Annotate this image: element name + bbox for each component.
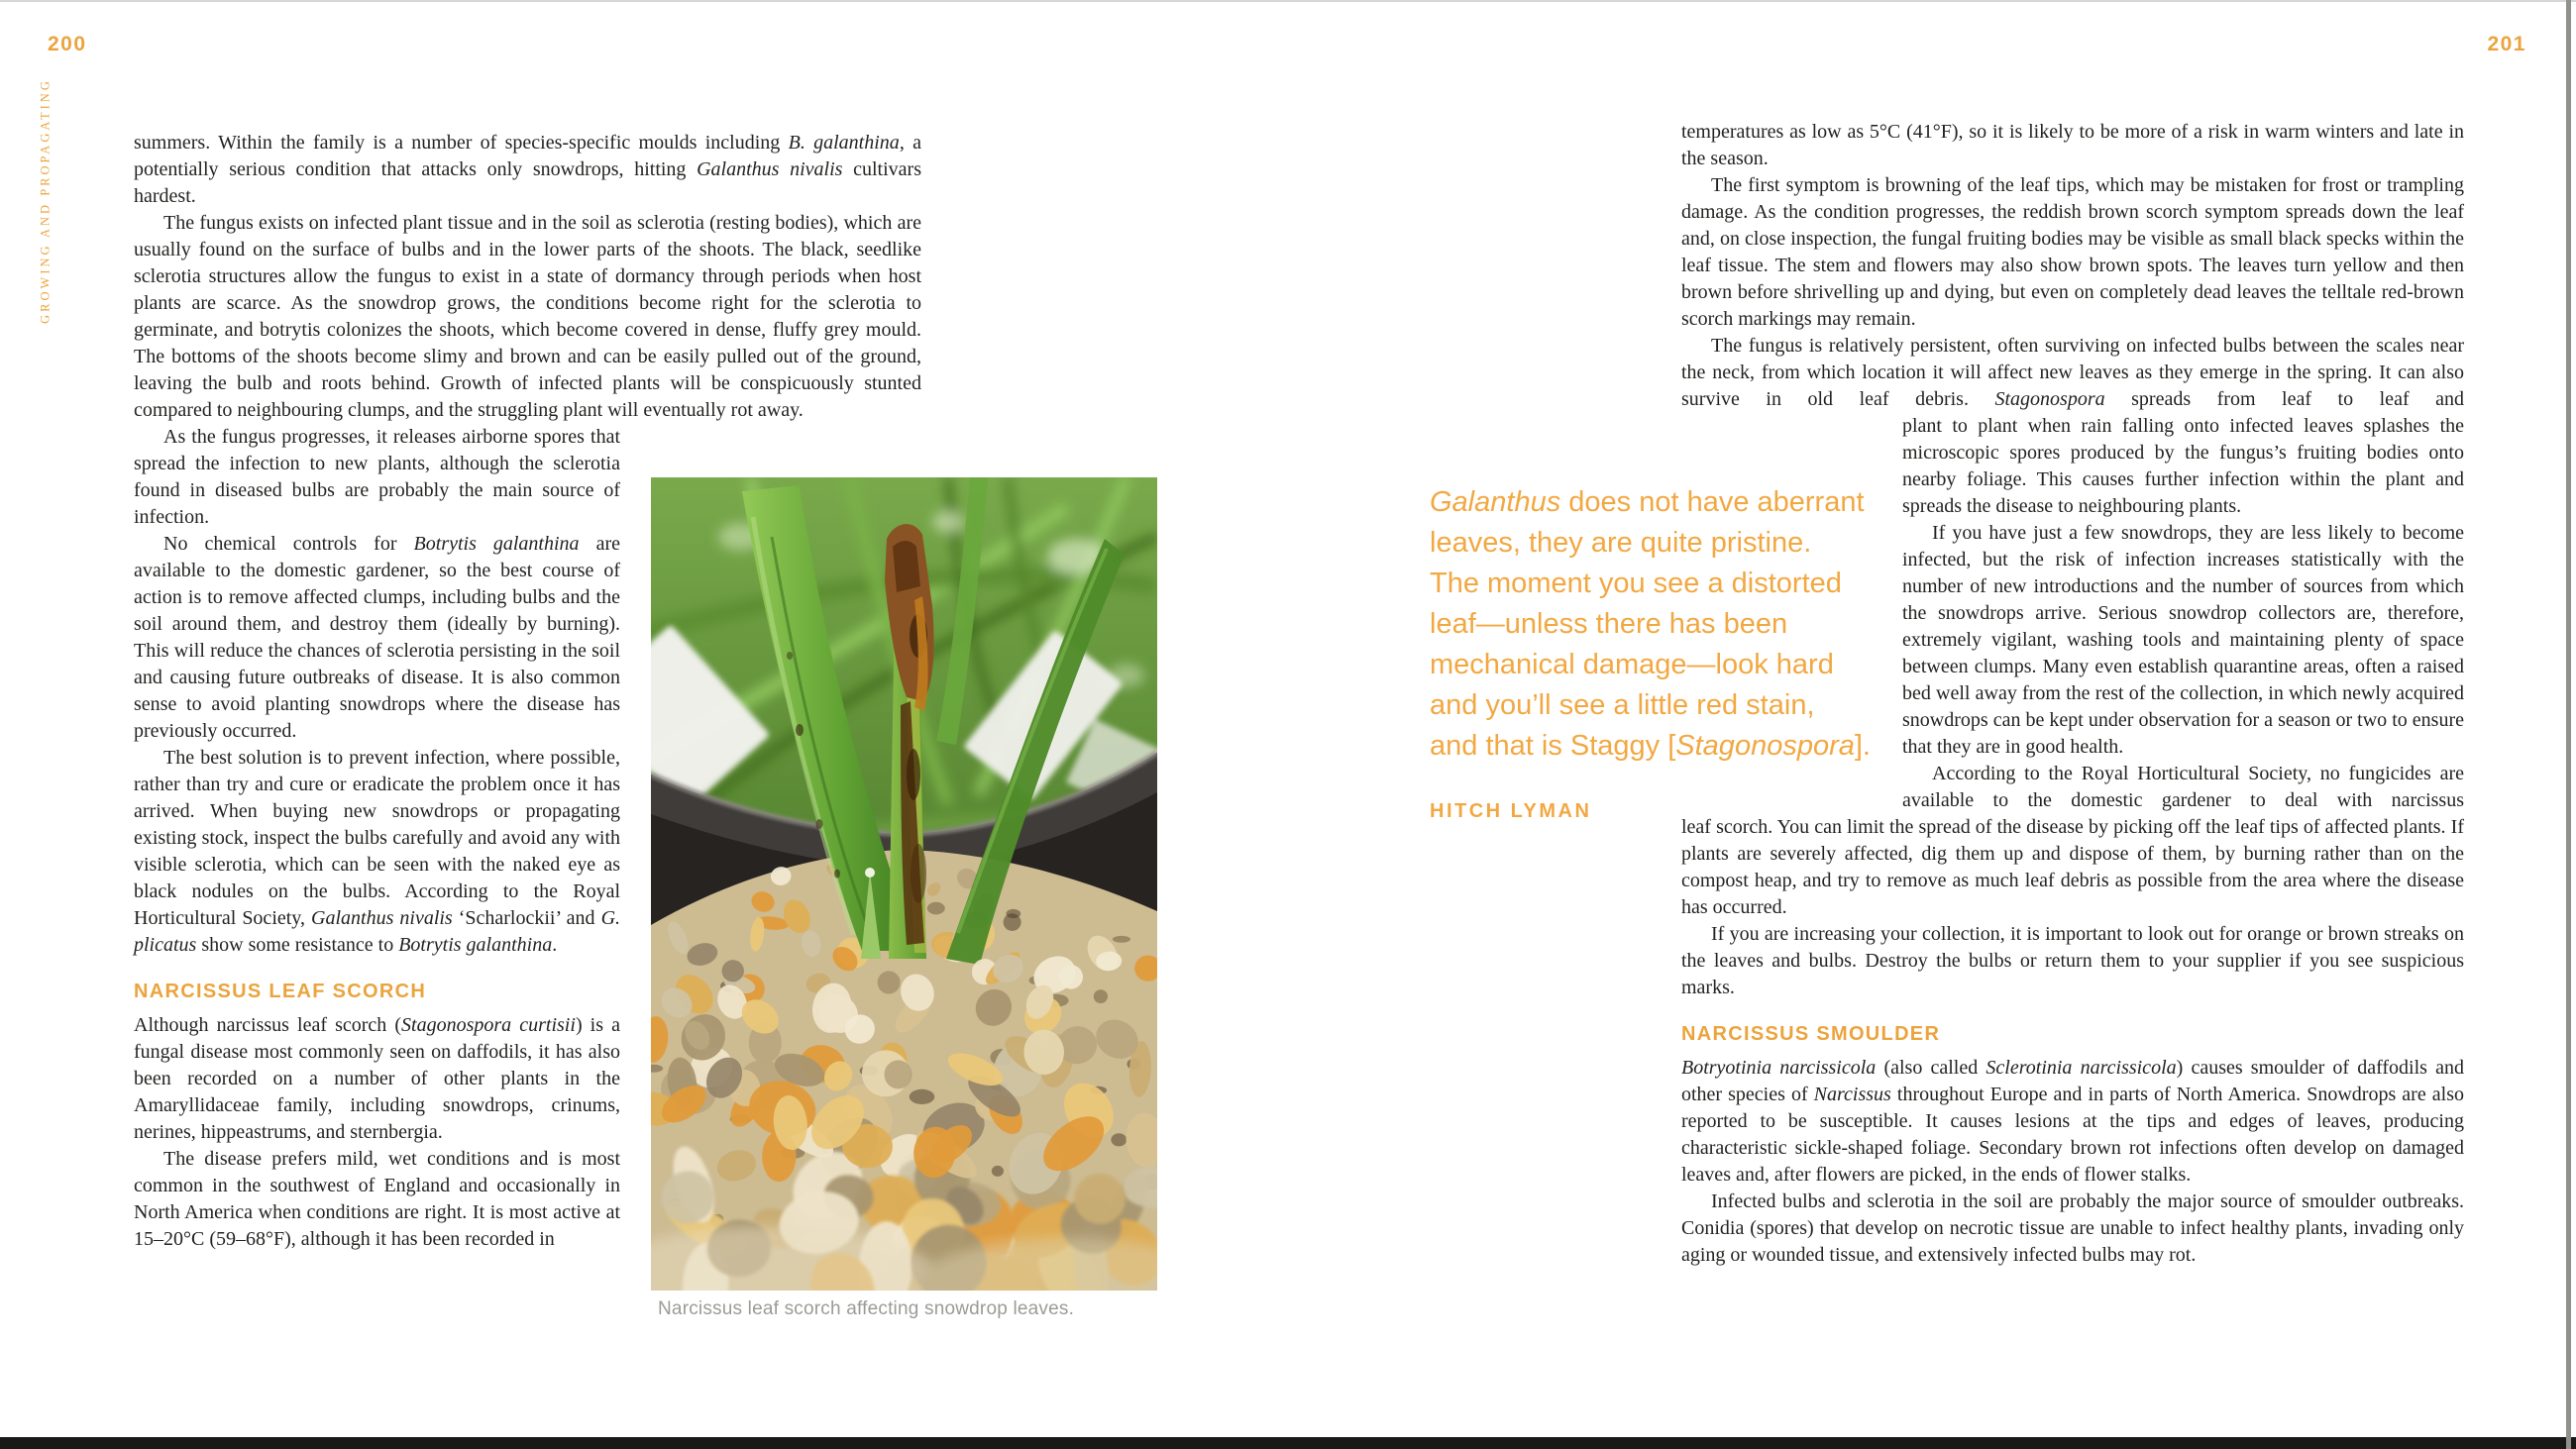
right-top-paragraphs — [1681, 119, 2464, 413]
left-section-paragraphs — [134, 1012, 620, 1253]
paragraph: The fungus is relatively persistent, often surviving on infected bulbs between the scales near the neck, from which location it will affect new leaves as they emerge in the spring. It can also survive in old leaf debris. Stagonospora spreads from leaf to leaf and — [1681, 335, 2465, 410]
right-resume-paragraphs — [1681, 814, 2464, 1001]
paragraph: If you are increasing your collection, it is important to look out for orange or brown streaks on the leaves and bulbs. Destroy the bulbs or return them to your supplier if you see suspicious marks. — [1681, 923, 2464, 998]
paragraph: Botryotinia narcissicola (also called Sclerotinia narcissicola) causes smoulder of daffodils and other species of Narcissus throughout Europe and in parts of North America. Snowdrops are also reported to be susceptible. It causes lesions at the tips and edges of leaves, producing characteristic sickle-shaped foliage. Secondary brown rot infections often develop on damaged leaves and, after flowers are picked, in the ends of flower stalks. — [1681, 1057, 2464, 1186]
photo-narcissus-leaf-scorch — [651, 477, 1157, 1291]
pull-quote-text: Galanthus does not have aberrant leaves, they are quite pristine. The moment you see a distorted leaf—unless there has been mechanical damage—look hard and you’ll see a little red stain, and that is Staggy [Stagonospora]. — [1430, 486, 1871, 762]
paragraph: The first symptom is browning of the leaf tips, which may be mistaken for frost or trampling damage. As the condition progresses, the reddish brown scorch symptom spreads down the leaf and, on close inspection, the fungal fruiting bodies may be visible as small black specks within the leaf tissue. The stem and flowers may also show brown spots. The leaves turn yellow and then brown before shrivelling up and dying, but even on completely dead leaves the telltale red-brown scorch markings may remain. — [1681, 174, 2464, 330]
paragraph: leaf scorch. You can limit the spread of the disease by picking off the leaf tips of affected plants. If plants are severely affected, dig them up and dispose of them, by burning rather than on the compost heap, and try to remove as much leaf debris as possible from the area where the disease has occurred. — [1681, 816, 2464, 918]
right-text-column — [1681, 119, 2464, 1269]
page-top-edge — [0, 0, 2576, 2]
right-beside-quote-paragraphs — [1902, 413, 2464, 814]
section-heading-narcissus-leaf-scorch: NARCISSUS LEAF SCORCH — [134, 981, 427, 1002]
right-wrapped-text-region — [1902, 413, 2464, 814]
photo-figure — [651, 477, 1157, 1291]
left-wrap-paragraphs — [134, 424, 620, 959]
paragraph: Although narcissus leaf scorch (Stagonospora curtisii) is a fungal disease most commonly seen on daffodils, it has also been recorded on a number of other plants in the Amaryllidaceae family, including snowdrops, crinums, nerines, hippeastrums, and sternbergia. — [134, 1014, 620, 1143]
photo-caption: Narcissus leaf scorch affecting snowdrop leaves. — [658, 1298, 1075, 1319]
page-number-right: 201 — [2487, 33, 2526, 55]
paragraph: If you have just a few snowdrops, they are less likely to become infected, but the risk of infection increases statistically with the number of new introductions and the number of sources from which the snowdrops arrive. Serious snowdrop collectors are, therefore, extremely vigilant, washing tools and maintaining plenty of space between clumps. Many even establish quarantine areas, often a raised bed well away from the rest of the collection, in which newly acquired snowdrops can be kept under observation for a season or two to ensure that they are in good health. — [1902, 522, 2464, 758]
page-bottom-edge — [0, 1437, 2576, 1449]
paragraph: The fungus exists on infected plant tissue and in the soil as sclerotia (resting bodies), which are usually found on the surface of bulbs and in the lower parts of the shoots. The black, seedlike sclerotia structures allow the fungus to exist in a state of dormancy through periods when host plants are scarce. As the snowdrop grows, the conditions become right for the sclerotia to germinate, and botrytis colonizes the shoots, which become covered in dense, fluffy grey mould. The bottoms of the shoots become slimy and brown and can be easily pulled out of the ground, leaving the bulb and roots behind. Growth of infected plants will be conspicuously stunted compared to neighbouring clumps, and the struggling plant will eventually rot away. — [134, 212, 921, 421]
right-section-paragraphs — [1681, 1055, 2464, 1269]
left-wrapped-text-region — [134, 424, 620, 1253]
paragraph: According to the Royal Horticultural Society, no fungicides are available to the domestic gardener to deal with narcissus — [1902, 763, 2464, 811]
left-intro-paragraphs — [134, 130, 921, 424]
paragraph: The disease prefers mild, wet conditions and is most common in the southwest of England and occasionally in North America when conditions are right. It is most active at 15–20°C (59–68°F), although it has been recorded in — [134, 1148, 620, 1250]
paragraph: Infected bulbs and sclerotia in the soil are probably the major source of smoulder outbreaks. Conidia (spores) that develop on necrotic tissue are unable to infect healthy plants, invading only aging or wounded tissue, and extensively infected bulbs may rot. — [1681, 1190, 2464, 1266]
section-heading-narcissus-smoulder: NARCISSUS SMOULDER — [1681, 1023, 1941, 1045]
paragraph: The best solution is to prevent infection, where possible, rather than try and cure or eradicate the problem once it has arrived. When buying new snowdrops or propagating existing stock, inspect the bulbs carefully and avoid any with visible sclerotia, which can be seen with the naked eye as black nodules on the bulbs. According to the Royal Horticultural Society, Galanthus nivalis ‘Scharlockii’ and G. plicatus show some resistance to Botrytis galanthina. — [134, 747, 621, 956]
paragraph: temperatures as low as 5°C (41°F), so it is likely to be more of a risk in warm winters and late in the season. — [1681, 121, 2464, 169]
paragraph: summers. Within the family is a number of species-specific moulds including B. galanthina, a potentially serious condition that attacks only snowdrops, hitting Galanthus nivalis cultivars hardest. — [134, 132, 921, 207]
paragraph: plant to plant when rain falling onto infected leaves splashes the microscopic spores produced by the fungus’s fruiting bodies onto nearby foliage. This causes further infection within the plant and spreads the disease to neighbouring plants. — [1902, 415, 2464, 517]
page-right-edge — [2566, 0, 2571, 1449]
paragraph: No chemical controls for Botrytis galanthina are available to the domestic gardener, so the best course of action is to remove affected clumps, including bulbs and the soil around them, and destroy them (ideally by burning). This will reduce the chances of sclerotia persisting in the soil and causing future outbreaks of disease. It is also common sense to avoid planting snowdrops where the disease has previously occurred. — [134, 533, 621, 742]
sidebar-chapter-label: GROWING AND PROPAGATING — [38, 78, 53, 324]
pull-quote-attribution: HITCH LYMAN — [1430, 800, 1592, 822]
page-number-left: 200 — [48, 33, 87, 55]
paragraph: As the fungus progresses, it releases airborne spores that spread the infection to new plants, although the sclerotia found in diseased bulbs are probably the main source of infection. — [134, 426, 620, 528]
